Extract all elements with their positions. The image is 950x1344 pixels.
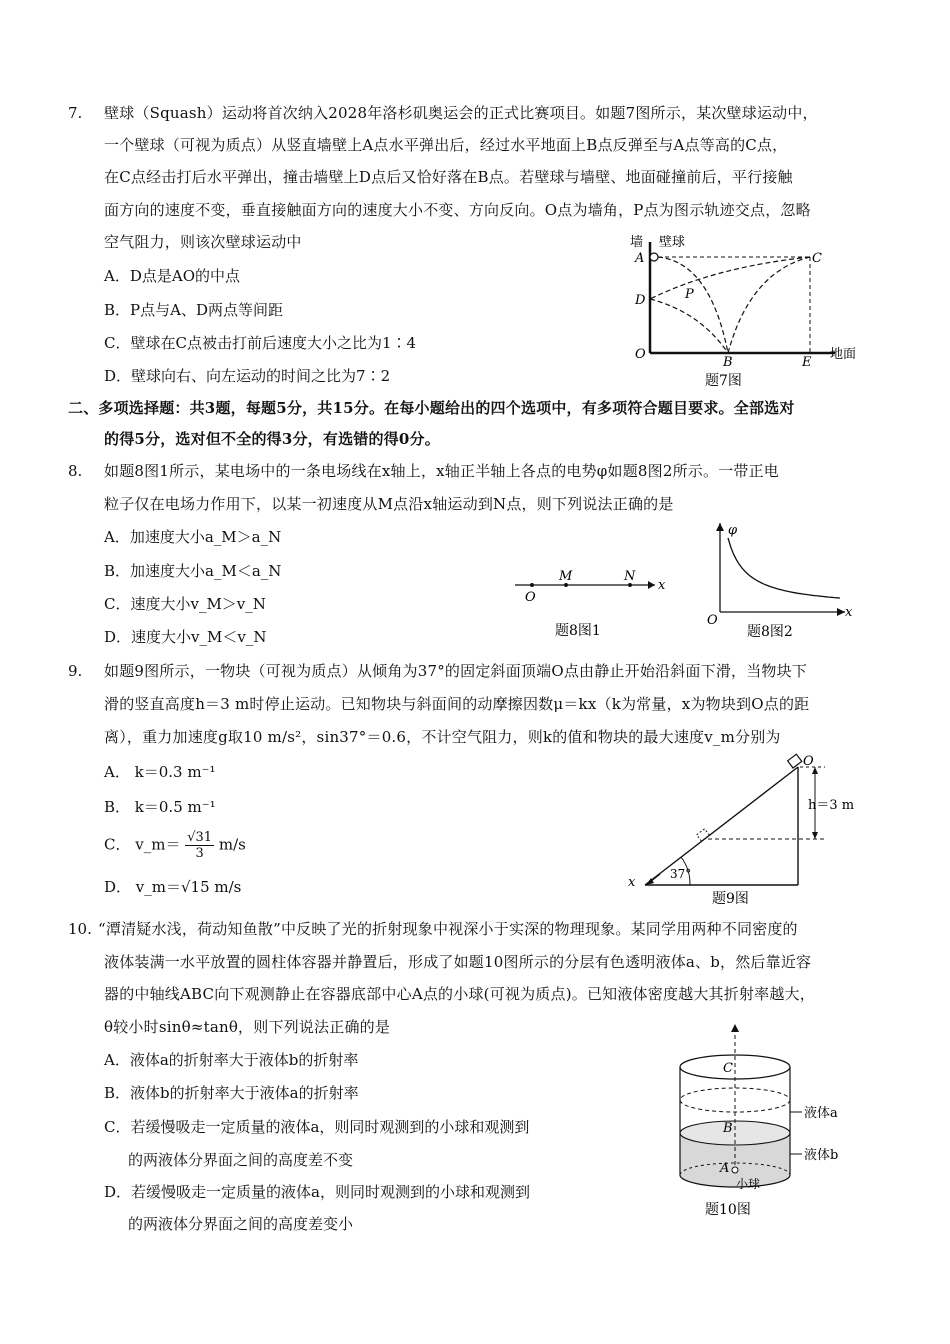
q10-option-d-line-1[interactable]: D．若缓慢吸走一定质量的液体a，则同时观测到的小球和观测到 bbox=[104, 1183, 530, 1201]
q9-text-line-3: 离），重力加速度g取10 m/s²，sin37°＝0.6，不计空气阻力，则k的值和物块的最大速度v_m分别为 bbox=[104, 728, 781, 746]
point-o-label: O bbox=[803, 754, 814, 769]
point-n-label: N bbox=[624, 569, 636, 584]
point-a-label: A bbox=[720, 1161, 730, 1176]
phi-axis-arrow bbox=[716, 523, 724, 531]
liquid-a-label: 液体a bbox=[804, 1106, 838, 1121]
q9-option-b[interactable]: B． k＝0.5 m⁻¹ bbox=[104, 798, 216, 816]
q9-text-line-2: 滑的竖直高度h＝3 m时停止运动。已知物块与斜面间的动摩擦因数μ＝kx（k为常量，x为物块到O点的距 bbox=[104, 695, 810, 713]
ball-marker bbox=[650, 253, 658, 261]
q10-option-b[interactable]: B．液体b的折射率大于液体a的折射率 bbox=[104, 1084, 359, 1102]
q9-option-d[interactable]: D． v_m＝√15 m/s bbox=[104, 878, 242, 896]
q8-figure-2 bbox=[700, 520, 860, 645]
x-axis-label: x bbox=[658, 578, 666, 593]
ball-label: 小球 bbox=[736, 1177, 761, 1191]
point-p-label: P bbox=[685, 287, 694, 302]
point-o-label: O bbox=[635, 347, 646, 362]
block-at-top bbox=[788, 754, 802, 768]
point-d-label: D bbox=[635, 293, 646, 308]
q9-number: 9. bbox=[68, 662, 83, 680]
q9-option-a[interactable]: A． k＝0.3 m⁻¹ bbox=[104, 763, 216, 781]
q8-option-d[interactable]: D．速度大小v_M＜v_N bbox=[104, 628, 267, 646]
q7-option-b[interactable]: B．P点与A、D两点等间距 bbox=[104, 301, 283, 319]
q10-number: 10. bbox=[68, 920, 92, 938]
q10-option-c-line-2[interactable]: 的两液体分界面之间的高度差不变 bbox=[128, 1151, 354, 1169]
q8-figure-1-caption: 题8图1 bbox=[555, 623, 601, 639]
q7-option-d[interactable]: D．壁球向右、向左运动的时间之比为7∶2 bbox=[104, 367, 391, 385]
q9-option-c-numerator: √31 bbox=[187, 830, 213, 845]
q7-option-a[interactable]: A．D点是AO的中点 bbox=[104, 267, 240, 285]
q7-text-line-2: 一个壁球（可视为质点）从竖直墙壁上A点水平弹出后，经过水平地面上B点反弹至与A点等高的C点， bbox=[104, 136, 788, 154]
q7-text-line-3: 在C点经击打后水平弹出，撞击墙壁上D点后又恰好落在B点。若壁球与墙壁、地面碰撞前后，平行接触 bbox=[104, 168, 793, 186]
ball-label: 壁球 bbox=[659, 235, 686, 250]
trajectory-d-to-b bbox=[650, 299, 728, 353]
ball-marker bbox=[732, 1167, 738, 1173]
origin-label: O bbox=[707, 613, 718, 628]
q10-text-line-4: θ较小时sinθ≈tanθ，则下列说法正确的是 bbox=[104, 1018, 391, 1036]
point-b-label: B bbox=[723, 355, 733, 370]
phi-label: φ bbox=[728, 523, 738, 538]
q7-text-line-4: 面方向的速度不变，垂直接触面方向的速度大小不变、方向反向。O点为墙角，P点为图示轨迹交点，忽略 bbox=[104, 201, 811, 219]
point-a-label: A bbox=[635, 251, 645, 266]
q8-figure-1 bbox=[510, 565, 675, 645]
ground-label: 地面 bbox=[830, 347, 857, 362]
q8-option-a[interactable]: A．加速度大小a_M＞a_N bbox=[104, 528, 282, 546]
q8-option-c[interactable]: C．速度大小v_M＞v_N bbox=[104, 595, 266, 613]
q10-text-line-1: “潭清疑水浅，荷动知鱼散”中反映了光的折射现象中视深小于实深的物理现象。某同学用两种不同密度的 bbox=[98, 920, 798, 938]
q7-option-c[interactable]: C．壁球在C点被击打前后速度大小之比为1∶4 bbox=[104, 334, 417, 352]
q9-option-c-unit: m/s bbox=[218, 835, 246, 854]
q7-text-line-5: 空气阻力，则该次壁球运动中 bbox=[104, 233, 302, 251]
q8-text-line-1: 如题8图1所示，某电场中的一条电场线在x轴上，x轴正半轴上各点的电势φ如题8图2所示。一带正电 bbox=[104, 462, 779, 480]
x-axis-arrow bbox=[837, 608, 845, 616]
x-axis-label: x bbox=[628, 875, 636, 890]
q9-figure-caption: 题9图 bbox=[712, 891, 749, 907]
q10-figure bbox=[660, 1020, 860, 1225]
q8-figure-2-caption: 题8图2 bbox=[747, 624, 793, 640]
q10-text-line-3: 器的中轴线ABC向下观测静止在容器底部中心A点的小球(可视为质点)。已知液体密度越大其折射率越大， bbox=[104, 985, 815, 1003]
point-c-label: C bbox=[812, 251, 822, 266]
q9-figure bbox=[620, 745, 870, 910]
liquid-b-label: 液体b bbox=[804, 1148, 839, 1163]
potential-curve bbox=[728, 538, 840, 598]
q7-number: 7. bbox=[68, 104, 83, 122]
q8-number: 8. bbox=[68, 462, 83, 480]
point-b-label: B bbox=[723, 1121, 733, 1136]
q7-text-line-1: 壁球（Squash）运动将首次纳入2028年洛杉矶奥运会的正式比赛项目。如题7图所示，某次壁球运动中， bbox=[104, 104, 818, 122]
q8-option-b[interactable]: B．加速度大小a_M＜a_N bbox=[104, 562, 282, 580]
q9-option-c-fraction bbox=[185, 830, 214, 861]
q10-option-c-line-1[interactable]: C．若缓慢吸走一定质量的液体a，则同时观测到的小球和观测到 bbox=[104, 1118, 530, 1136]
block-stop-position bbox=[697, 829, 710, 841]
point-m-label: M bbox=[559, 569, 573, 584]
point-c-label: C bbox=[723, 1061, 733, 1076]
q10-option-a[interactable]: A．液体a的折射率大于液体b的折射率 bbox=[104, 1051, 359, 1069]
q9-option-c-denominator: 3 bbox=[195, 846, 204, 861]
q7-figure bbox=[625, 232, 865, 392]
angle-label: 37° bbox=[670, 867, 692, 881]
wall-label: 墙 bbox=[630, 235, 644, 250]
incline-slope bbox=[645, 767, 798, 885]
q10-option-d-line-2[interactable]: 的两液体分界面之间的高度差变小 bbox=[128, 1215, 354, 1233]
q9-option-c-prefix: C． v_m＝ bbox=[104, 835, 181, 854]
trajectory-c-to-d bbox=[650, 257, 810, 299]
section-2-header-line-2: 的得5分，选对但不全的得3分，有选错的得0分。 bbox=[104, 430, 440, 448]
q8-text-line-2: 粒子仅在电场力作用下，以某一初速度从M点沿x轴运动到N点，则下列说法正确的是 bbox=[104, 495, 674, 513]
q9-option-c[interactable] bbox=[104, 830, 246, 861]
section-2-header-line-1: 二、多项选择题：共3题，每题5分，共15分。在每小题给出的四个选项中，有多项符合题目要求。全部选对 bbox=[68, 399, 795, 417]
point-e-label: E bbox=[802, 355, 812, 370]
trajectory-b-to-c bbox=[728, 257, 810, 353]
q10-text-line-2: 液体装满一水平放置的圆柱体容器并静置后，形成了如题10图所示的分层有色透明液体a、b，然后靠近容 bbox=[104, 953, 812, 971]
x-axis-arrow bbox=[648, 581, 655, 589]
observer-arrow bbox=[731, 1024, 739, 1032]
q9-text-line-1: 如题9图所示，一物块（可视为质点）从倾角为37°的固定斜面顶端O点由静止开始沿斜面下滑，当物块下 bbox=[104, 662, 808, 680]
q10-figure-caption: 题10图 bbox=[705, 1202, 751, 1218]
q7-figure-caption: 题7图 bbox=[705, 373, 742, 389]
height-label: h＝3 m bbox=[808, 798, 855, 813]
x-axis-label: x bbox=[845, 605, 853, 620]
origin-label: O bbox=[525, 590, 536, 605]
origin-dot bbox=[530, 583, 534, 587]
height-arrow-bottom bbox=[812, 832, 818, 839]
